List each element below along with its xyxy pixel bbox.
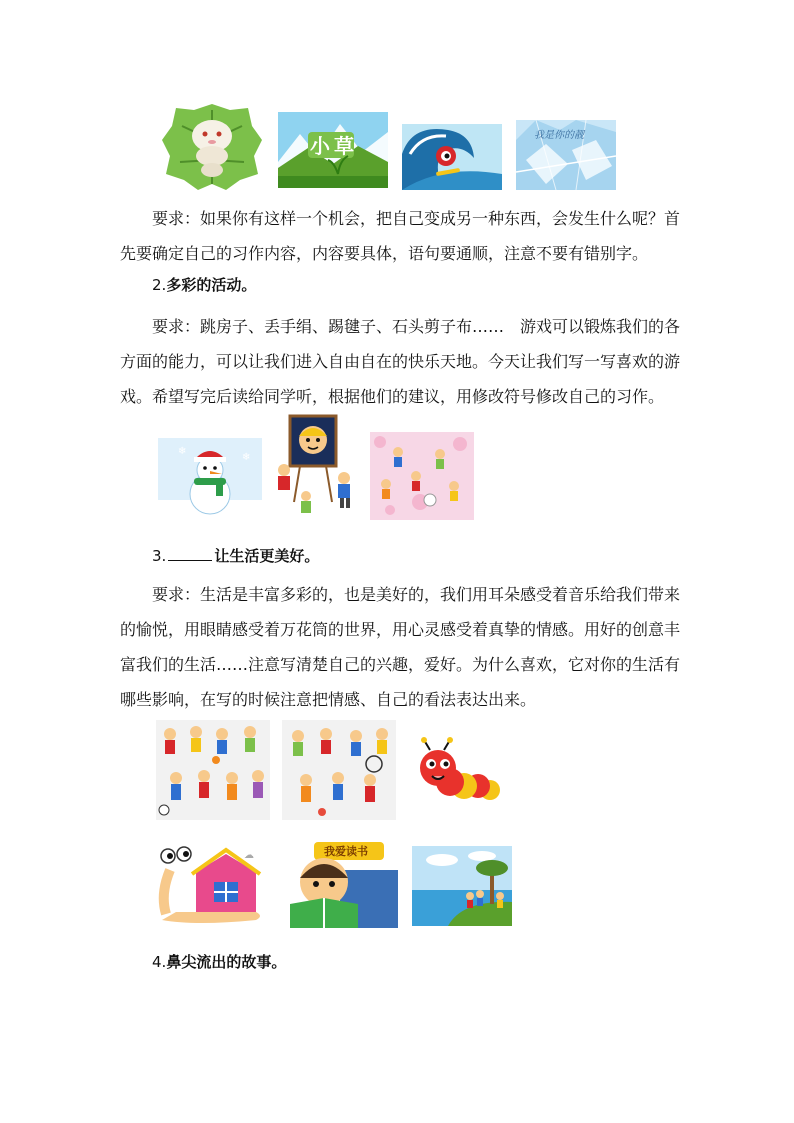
snowman-image (158, 438, 262, 518)
caterpillar-image (410, 736, 502, 816)
children-playing-image (370, 432, 474, 520)
svg-text:☁: ☁ (244, 850, 254, 861)
fill-in-blank (168, 546, 212, 561)
section1-requirement: 要求：如果你有这样一个机会，把自己变成另一种东西，会发生什么呢？首先要确定自己的习作内容，内容要具体，语句要通顺，注意不要有错别字。 (120, 209, 681, 263)
svg-text:❄: ❄ (242, 452, 251, 463)
section3-heading (152, 545, 319, 566)
little-grass-image (278, 112, 388, 188)
svg-text:❄: ❄ (178, 446, 187, 457)
section2-requirement: 要求：跳房子、丢手绢、踢毽子、石头剪子布…… 游戏可以锻炼我们的各方面的能力，可以让我们进入自由自在的快乐天地。今天让我们写一写喜欢的游戏。希望写完后读给同学听，根据他们的建议，用修改符号修改自己的习作。 (120, 317, 681, 406)
surfer-wave-image (402, 124, 502, 190)
silkworm-leaf-image (160, 100, 264, 190)
section2-number: 2. (152, 276, 167, 294)
ice-caption-label: 我是你的靓 (534, 130, 584, 141)
section4-number: 4. (152, 953, 167, 971)
section3-requirement: 要求：生活是丰富多彩的，也是美好的，我们用耳朵感受着音乐给我们带来的愉悦，用眼睛感受着万花筒的世界，用心灵感受着真挚的情感。用好的创意丰富我们的生活……注意写清楚自己的兴趣，爱好。为什么喜欢，它对你的生活有哪些影响，在写的时候注意把情感、自己的看法表达出来。 (120, 585, 681, 709)
ice-crystal-image (516, 120, 616, 190)
kids-painting-image (270, 412, 362, 520)
kids-activities-image (282, 720, 396, 820)
boy-reading-image (280, 840, 398, 928)
kids-sports-image (156, 720, 270, 820)
grass-title-label: 小草 (310, 134, 358, 158)
snail-house-image (156, 844, 268, 930)
section3-number: 3. (152, 547, 167, 565)
reading-banner-label: 我爱读书 (324, 845, 368, 858)
seaside-picnic-image (412, 846, 512, 926)
section2-title: 多彩的活动。 (166, 276, 257, 294)
section4-heading (152, 951, 286, 972)
section3-title: 让生活更美好。 (214, 547, 320, 565)
section4-title: 鼻尖流出的故事。 (166, 953, 287, 971)
section2-heading (152, 274, 256, 295)
